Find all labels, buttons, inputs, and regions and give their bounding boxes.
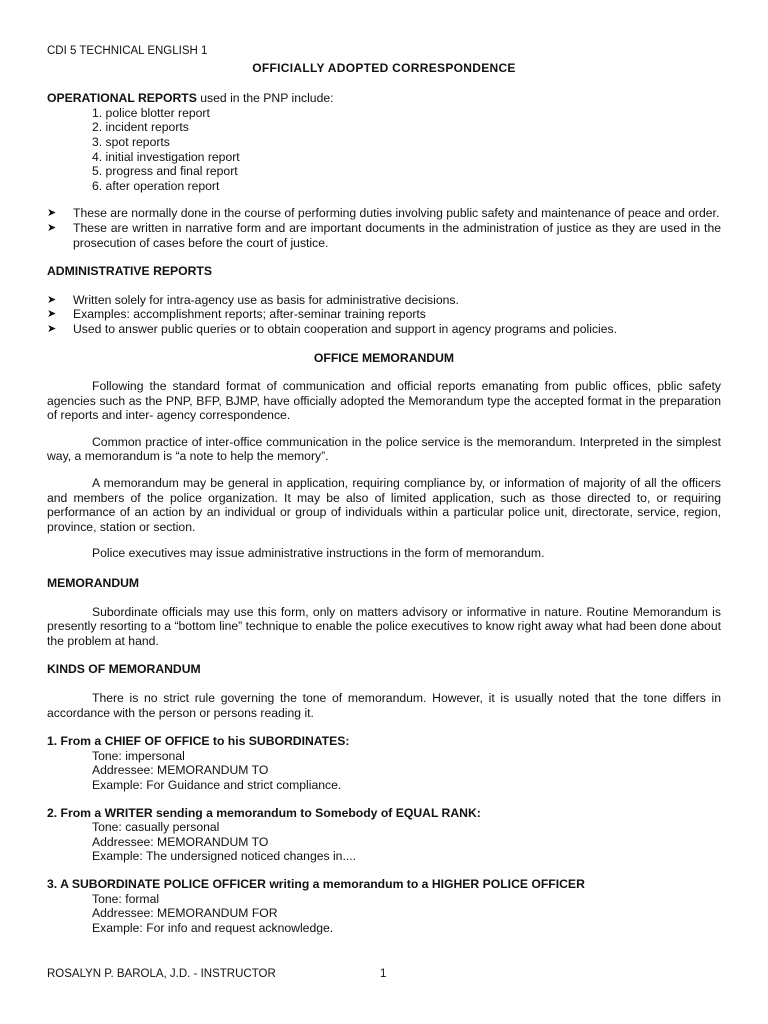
page-footer: [47, 967, 721, 982]
arrow-bullet-icon: ➤: [47, 293, 57, 306]
administrative-bullets: [47, 293, 721, 337]
list-item: 3. spot reports: [92, 134, 170, 149]
bullet-text: Written solely for intra-agency use as basis for administrative decisions.: [73, 292, 459, 307]
list-item: 1. police blotter report: [92, 105, 210, 120]
list-item: 5. progress and final report: [92, 164, 238, 179]
bullet-text: Examples: accomplishment reports; after-seminar training reports: [73, 307, 426, 322]
arrow-bullet-icon: ➤: [47, 221, 57, 234]
list-item: 4. initial investigation report: [92, 149, 240, 164]
page-number: 1: [380, 968, 387, 980]
memorandum-heading: MEMORANDUM: [47, 576, 140, 591]
operational-reports-list: [47, 106, 721, 194]
kind-1-details: [47, 749, 721, 793]
kinds-paragraph: There is no strict rule governing the tone of memorandum. However, it is usually noted that the tone differs in accordance with the person or persons reading it.: [47, 691, 721, 720]
kind-tone: Tone: casually personal: [92, 820, 220, 835]
kind-example: Example: For info and request acknowledge.: [92, 920, 334, 935]
bullet-text: Used to answer public queries or to obtain cooperation and support in agency programs and policies.: [73, 321, 618, 336]
list-item: 6. after operation report: [92, 178, 220, 193]
bullet-item: [47, 206, 721, 221]
office-memorandum-heading: OFFICE MEMORANDUM: [313, 350, 455, 365]
kind-2-heading: 2. From a WRITER sending a memorandum to Somebody of EQUAL RANK:: [47, 805, 481, 820]
bullet-item: [47, 293, 721, 308]
kinds-of-memorandum-heading: KINDS OF MEMORANDUM: [47, 662, 201, 677]
bullet-item: [47, 307, 721, 322]
operational-bullets: [47, 206, 721, 250]
office-memo-paragraph-2: Common practice of inter-office communication in the police service is the memorandum. Interpreted in the simplest way, a memorandum is “a note to help the memory”.: [47, 434, 721, 464]
kind-1-heading: 1. From a CHIEF OF OFFICE to his SUBORDINATES:: [47, 734, 350, 749]
office-memo-paragraph-3: A memorandum may be general in application, requiring compliance by, or information of majority of all the officers and members of the police organization. It may be also of limited application, such as those directed to, or requiring performance of an action by an individual or group of individuals within a particular police unit, directorate, service, region, province, station or section.: [47, 476, 721, 534]
kind-example: Example: For Guidance and strict compliance.: [92, 777, 342, 792]
kind-example: Example: The undersigned noticed changes in....: [92, 849, 357, 864]
arrow-bullet-icon: ➤: [47, 322, 57, 335]
arrow-bullet-icon: ➤: [47, 308, 57, 321]
footer-instructor: ROSALYN P. BAROLA, J.D. - INSTRUCTOR: [47, 968, 276, 980]
operational-reports-label: OPERATIONAL REPORTS: [47, 91, 197, 106]
kind-tone: Tone: impersonal: [92, 748, 185, 763]
bullet-text: These are written in narrative form and are important documents in the administration of justice as they are used in the prosecution of cases before the court of justice.: [73, 220, 721, 250]
kind-3-details: [47, 892, 721, 936]
kind-addressee: Addressee: MEMORANDUM TO: [92, 763, 269, 778]
kind-2-details: [47, 820, 721, 864]
office-memo-paragraph-4: Police executives may issue administrative instructions in the form of memorandum.: [92, 546, 545, 561]
course-header: CDI 5 TECHNICAL ENGLISH 1: [47, 45, 208, 57]
kind-tone: Tone: formal: [92, 891, 160, 906]
arrow-bullet-icon: ➤: [47, 207, 57, 220]
bullet-text: These are normally done in the course of performing duties involving public safety and maintenance of peace and order.: [73, 206, 720, 221]
kind-3-heading: 3. A SUBORDINATE POLICE OFFICER writing a memorandum to a HIGHER POLICE OFFICER: [47, 876, 585, 891]
memorandum-paragraph: Subordinate officials may use this form, only on matters advisory or informative in nature. Routine Memorandum is presently resorting to a “bottom line” technique to enable the police executives to know right away what had been done about the problem at hand.: [47, 604, 721, 648]
administrative-reports-heading: ADMINISTRATIVE REPORTS: [47, 264, 212, 279]
bullet-item: [47, 221, 721, 250]
bullet-item: [47, 322, 721, 337]
document-page: [47, 40, 721, 935]
kind-addressee: Addressee: MEMORANDUM FOR: [92, 906, 278, 921]
list-item: 2. incident reports: [92, 120, 189, 135]
page-title: OFFICIALLY ADOPTED CORRESPONDENCE: [252, 60, 516, 75]
operational-reports-heading: [47, 91, 721, 106]
office-memo-paragraph-1: Following the standard format of communication and official reports emanating from public offices, pblic safety agencies such as the PNP, BFP, BJMP, have officially adopted the Memorandum type the accepted format in the preparation of reports and inter- agency correspondence.: [47, 379, 721, 423]
kind-addressee: Addressee: MEMORANDUM TO: [92, 834, 269, 849]
operational-reports-heading-rest: used in the PNP include:: [196, 91, 334, 106]
